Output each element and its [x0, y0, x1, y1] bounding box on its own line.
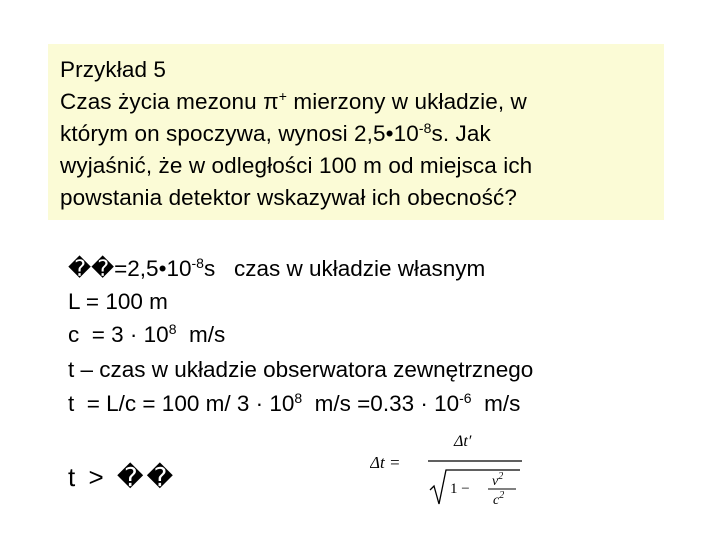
formula-lhs: Δt = — [370, 453, 401, 472]
solution-line-5: t = L/c = 100 m/ $3 \cdot 10^8$ $m/s =0.33 \cdot 10^{-6}$ m/s — [68, 390, 521, 416]
solution-line-1: $��=2,5•10^{-8}s$ czas w układzie własnym — [68, 255, 486, 281]
example-line-1: Czas życia mezonu π+ mierzony w układzie, w — [60, 88, 527, 114]
formula-numerator: Δt′ — [454, 433, 472, 450]
example-line-3: wyjaśnić, że w odległości 100 m od miejsca ich — [60, 153, 533, 178]
sqrt-sign — [430, 470, 520, 504]
radicand-one: 1 − — [450, 481, 470, 497]
example-title: Przykład 5 — [60, 57, 167, 82]
example-box — [48, 44, 664, 220]
solution-line-4: t – czas w układzie obserwatora zewnętrznego — [68, 357, 534, 382]
example-line-2: którym on spoczywa, wynosi $2,5•10^{-8}s$. Jak — [60, 120, 491, 146]
v-squared: $v^2$ — [492, 471, 504, 489]
solution-line-2: L = 100 m — [68, 289, 168, 314]
solution-line-3: $c = 3 \cdot 10^8$ m/s — [68, 321, 226, 347]
example-line-4: powstania detektor wskazywał ich obecność? — [60, 185, 517, 210]
conclusion: t > �� — [68, 462, 177, 492]
c-squared: $c^2$ — [493, 490, 505, 508]
tau-symbol: ��= — [68, 256, 128, 281]
time-dilation-formula — [370, 428, 530, 508]
